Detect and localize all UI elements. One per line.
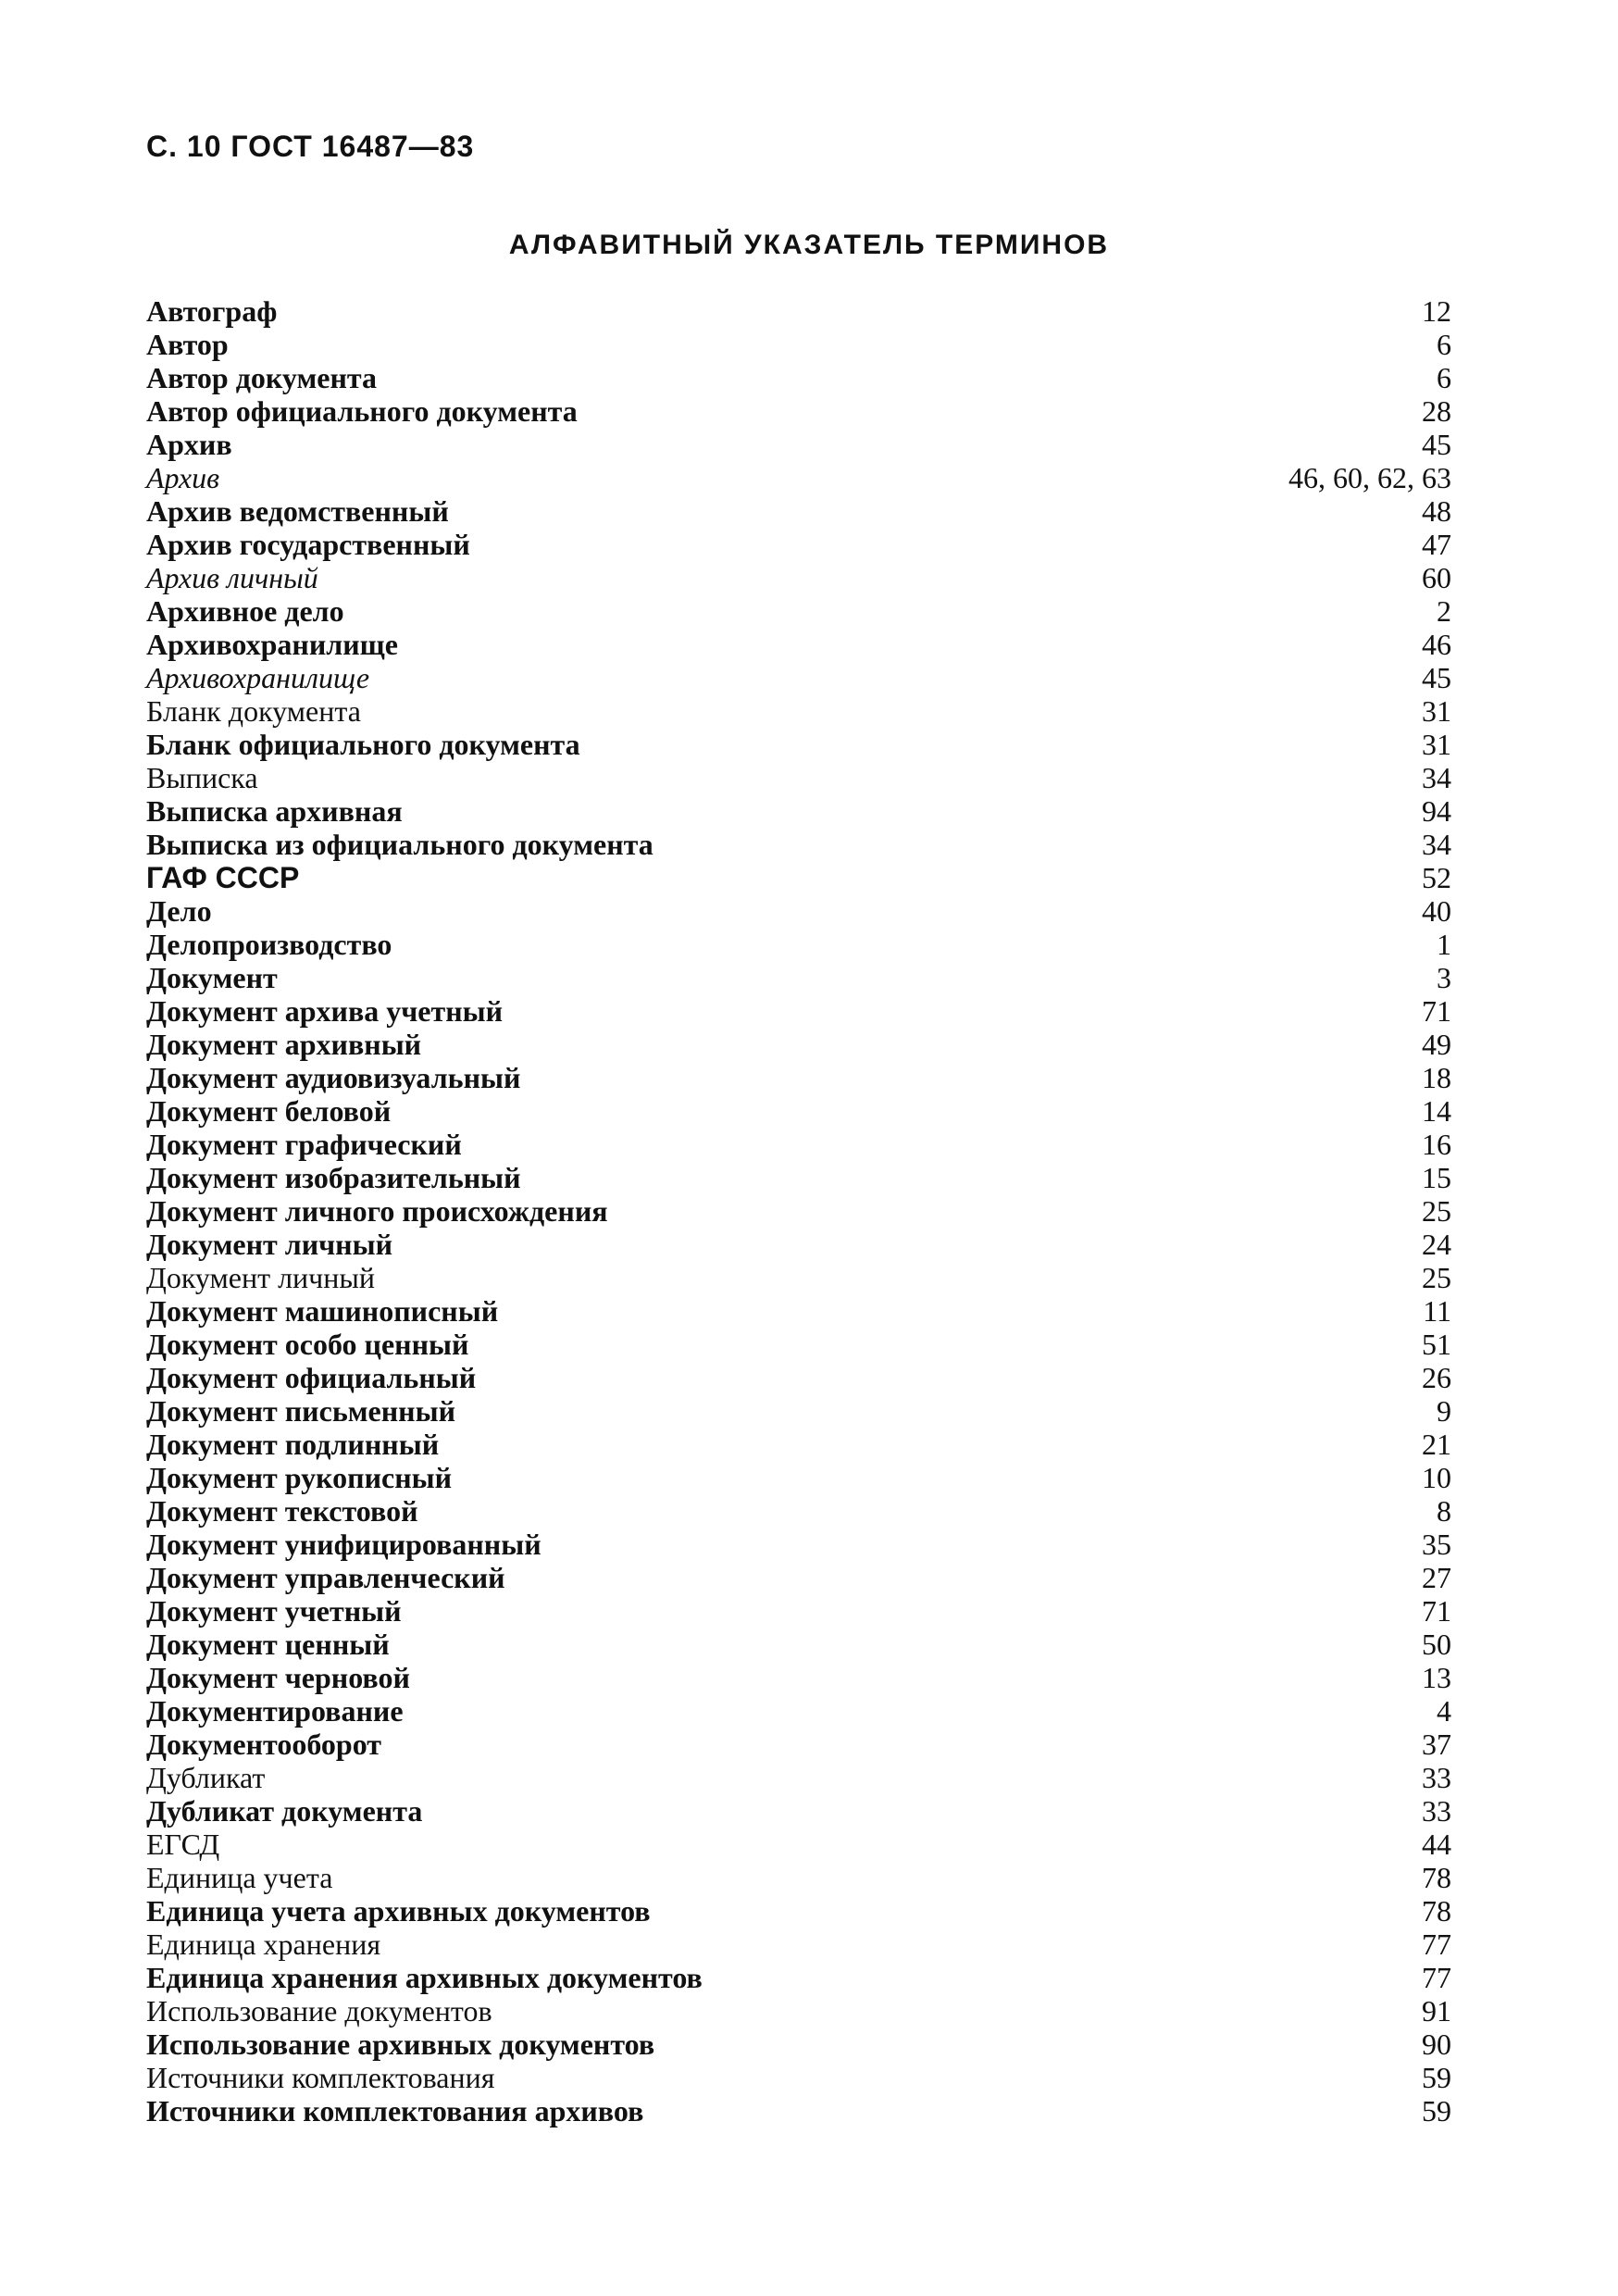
index-term: Дубликат документа [146,1794,423,1828]
index-term-number: 12 [1422,294,1451,328]
index-term-number: 91 [1422,1994,1451,2028]
index-entry [146,994,1451,1028]
index-term: Документ изобразительный [146,1161,521,1194]
index-entry [146,1261,1451,1294]
index-entry [146,961,1451,994]
index-term: Источники комплектования [146,2061,495,2094]
index-term: Автор [146,328,229,361]
index-term: Документ официальный [146,1361,477,1394]
index-entry [146,1828,1451,1861]
index-term-number: 49 [1422,1028,1451,1061]
index-term-number: 60 [1422,561,1451,594]
index-term-number: 4 [1437,1694,1451,1728]
index-entry [146,328,1451,361]
index-entry [146,1894,1451,1928]
index-entry [146,594,1451,628]
index-term-number: 40 [1422,894,1451,928]
index-entry [146,1628,1451,1661]
index-entry [146,1728,1451,1761]
index-term: Документ аудиовизуальный [146,1061,521,1094]
index-entry [146,1961,1451,1994]
index-entry [146,861,1451,894]
index-entry [146,1528,1451,1561]
index-term: Документ управленческий [146,1561,505,1594]
index-term-number: 90 [1422,2028,1451,2061]
index-term-number: 50 [1422,1628,1451,1661]
index-term: Выписка [146,761,258,794]
index-term: Документ машинописный [146,1294,499,1328]
index-term: Использование архивных документов [146,2028,655,2061]
index-term-number: 25 [1422,1261,1451,1294]
index-entry [146,1661,1451,1694]
index-entry [146,561,1451,594]
index-term-number: 59 [1422,2094,1451,2128]
index-entry [146,1594,1451,1628]
index-term: Документ особо ценный [146,1328,469,1361]
index-term-number: 21 [1422,1428,1451,1461]
index-term-number: 71 [1422,994,1451,1028]
index-term: Документ ценный [146,1628,390,1661]
index-entry [146,1361,1451,1394]
index-entry [146,1928,1451,1961]
index-term: Документ личного происхождения [146,1194,608,1228]
index-term: Бланк официального документа [146,728,580,761]
index-term: ГАФ СССР [146,861,300,894]
index-term: Архив [146,461,219,494]
index-entry [146,1094,1451,1128]
index-term-number: 34 [1422,761,1451,794]
index-entry [146,894,1451,928]
index-entry [146,1394,1451,1428]
index-entry [146,2061,1451,2094]
index-term: Дело [146,894,212,928]
index-term-number: 34 [1422,828,1451,861]
index-term-number: 78 [1422,1894,1451,1928]
index-term: Архив личный [146,561,318,594]
index-term: Автор документа [146,361,377,394]
index-term-number: 26 [1422,1361,1451,1394]
index-term: Автограф [146,294,278,328]
index-term-number: 45 [1422,661,1451,694]
index-term: Документ [146,961,278,994]
index-term: Делопроизводство [146,928,392,961]
index-term: Документ беловой [146,1094,392,1128]
index-term: Бланк документа [146,694,361,728]
index-term-number: 33 [1422,1761,1451,1794]
index-term-number: 35 [1422,1528,1451,1561]
index-entry [146,728,1451,761]
index-entry [146,761,1451,794]
index-entry [146,661,1451,694]
running-head: С. 10 ГОСТ 16487—83 [146,130,475,163]
index-term-number: 94 [1422,794,1451,828]
index-term: Документ черновой [146,1661,410,1694]
index-term-number: 2 [1437,594,1451,628]
index-entry [146,628,1451,661]
index-entry [146,1294,1451,1328]
index-entry [146,528,1451,561]
index-term: Архивное дело [146,594,344,628]
index-term: Документ архивный [146,1028,422,1061]
index-term-number: 71 [1422,1594,1451,1628]
index-entry [146,1694,1451,1728]
index-term: Документ архива учетный [146,994,504,1028]
index-term: ЕГСД [146,1828,220,1861]
index-term-number: 6 [1437,361,1451,394]
index-entry [146,1761,1451,1794]
index-term-number: 78 [1422,1861,1451,1894]
index-entry [146,928,1451,961]
index-term: Архив государственный [146,528,470,561]
index-entry [146,494,1451,528]
index-term-number: 59 [1422,2061,1451,2094]
index-term-number: 10 [1422,1461,1451,1494]
index-entry [146,394,1451,428]
index-term-number: 77 [1422,1928,1451,1961]
index-term-number: 31 [1422,728,1451,761]
index-term-number: 24 [1422,1228,1451,1261]
index-term: Дубликат [146,1761,266,1794]
index-term-number: 3 [1437,961,1451,994]
index-term: Единица хранения [146,1928,381,1961]
index-entry [146,428,1451,461]
index-term-number: 31 [1422,694,1451,728]
index-term: Выписка из официального документа [146,828,653,861]
index-term-number: 13 [1422,1661,1451,1694]
index-entry [146,2094,1451,2128]
index-entry [146,1494,1451,1528]
index-term: Документооборот [146,1728,381,1761]
index-term: Архив [146,428,232,461]
index-term: Документ личный [146,1261,375,1294]
index-term-number: 25 [1422,1194,1451,1228]
index-term: Автор официального документа [146,394,578,428]
index-term-number: 47 [1422,528,1451,561]
index-title: АЛФАВИТНЫЙ УКАЗАТЕЛЬ ТЕРМИНОВ [508,230,1110,260]
index-entry [146,1794,1451,1828]
index-term: Источники комплектования архивов [146,2094,644,2128]
index-term-number: 6 [1437,328,1451,361]
index-entry [146,694,1451,728]
index-term: Выписка архивная [146,794,403,828]
index-entry [146,794,1451,828]
index-term-number: 45 [1422,428,1451,461]
index-entry [146,828,1451,861]
index-entry [146,1161,1451,1194]
index-term-number: 15 [1422,1161,1451,1194]
index-entries-list [146,294,1451,2128]
index-term: Документ унифицированный [146,1528,541,1561]
index-entry [146,1428,1451,1461]
index-term: Использование документов [146,1994,492,2028]
index-term-number: 18 [1422,1061,1451,1094]
index-term: Документ текстовой [146,1494,418,1528]
index-term-number: 51 [1422,1328,1451,1361]
index-term: Единица хранения архивных документов [146,1961,703,1994]
index-entry [146,361,1451,394]
index-entry [146,1061,1451,1094]
index-term: Документ личный [146,1228,393,1261]
index-entry [146,294,1451,328]
index-term: Архивохранилище [146,628,398,661]
index-term: Архивохранилище [146,661,370,694]
index-term-number: 46 [1422,628,1451,661]
index-entry [146,1028,1451,1061]
index-term: Архив ведомственный [146,494,449,528]
index-term: Документ рукописный [146,1461,453,1494]
index-term-number: 48 [1422,494,1451,528]
index-term: Документ подлинный [146,1428,440,1461]
index-term-number: 37 [1422,1728,1451,1761]
index-entry [146,1461,1451,1494]
index-term-number: 14 [1422,1094,1451,1128]
index-term-number: 16 [1422,1128,1451,1161]
index-entry [146,1194,1451,1228]
index-term: Единица учета архивных документов [146,1894,651,1928]
index-term: Единица учета [146,1861,333,1894]
index-entry [146,461,1451,494]
index-term-number: 28 [1422,394,1451,428]
index-term-number: 46, 60, 62, 63 [1288,461,1451,494]
index-term-number: 33 [1422,1794,1451,1828]
index-entry [146,1328,1451,1361]
index-term-number: 8 [1437,1494,1451,1528]
index-term: Документ учетный [146,1594,402,1628]
index-entry [146,1861,1451,1894]
index-term-number: 9 [1437,1394,1451,1428]
index-term: Документирование [146,1694,404,1728]
index-term-number: 11 [1423,1294,1451,1328]
index-term-number: 1 [1437,928,1451,961]
index-entry [146,1561,1451,1594]
index-entry [146,1994,1451,2028]
index-term-number: 27 [1422,1561,1451,1594]
index-term: Документ письменный [146,1394,456,1428]
index-entry [146,1228,1451,1261]
index-entry [146,1128,1451,1161]
index-term-number: 52 [1422,861,1451,894]
index-term-number: 44 [1422,1828,1451,1861]
index-entry [146,2028,1451,2061]
index-term-number: 77 [1422,1961,1451,1994]
index-term: Документ графический [146,1128,462,1161]
